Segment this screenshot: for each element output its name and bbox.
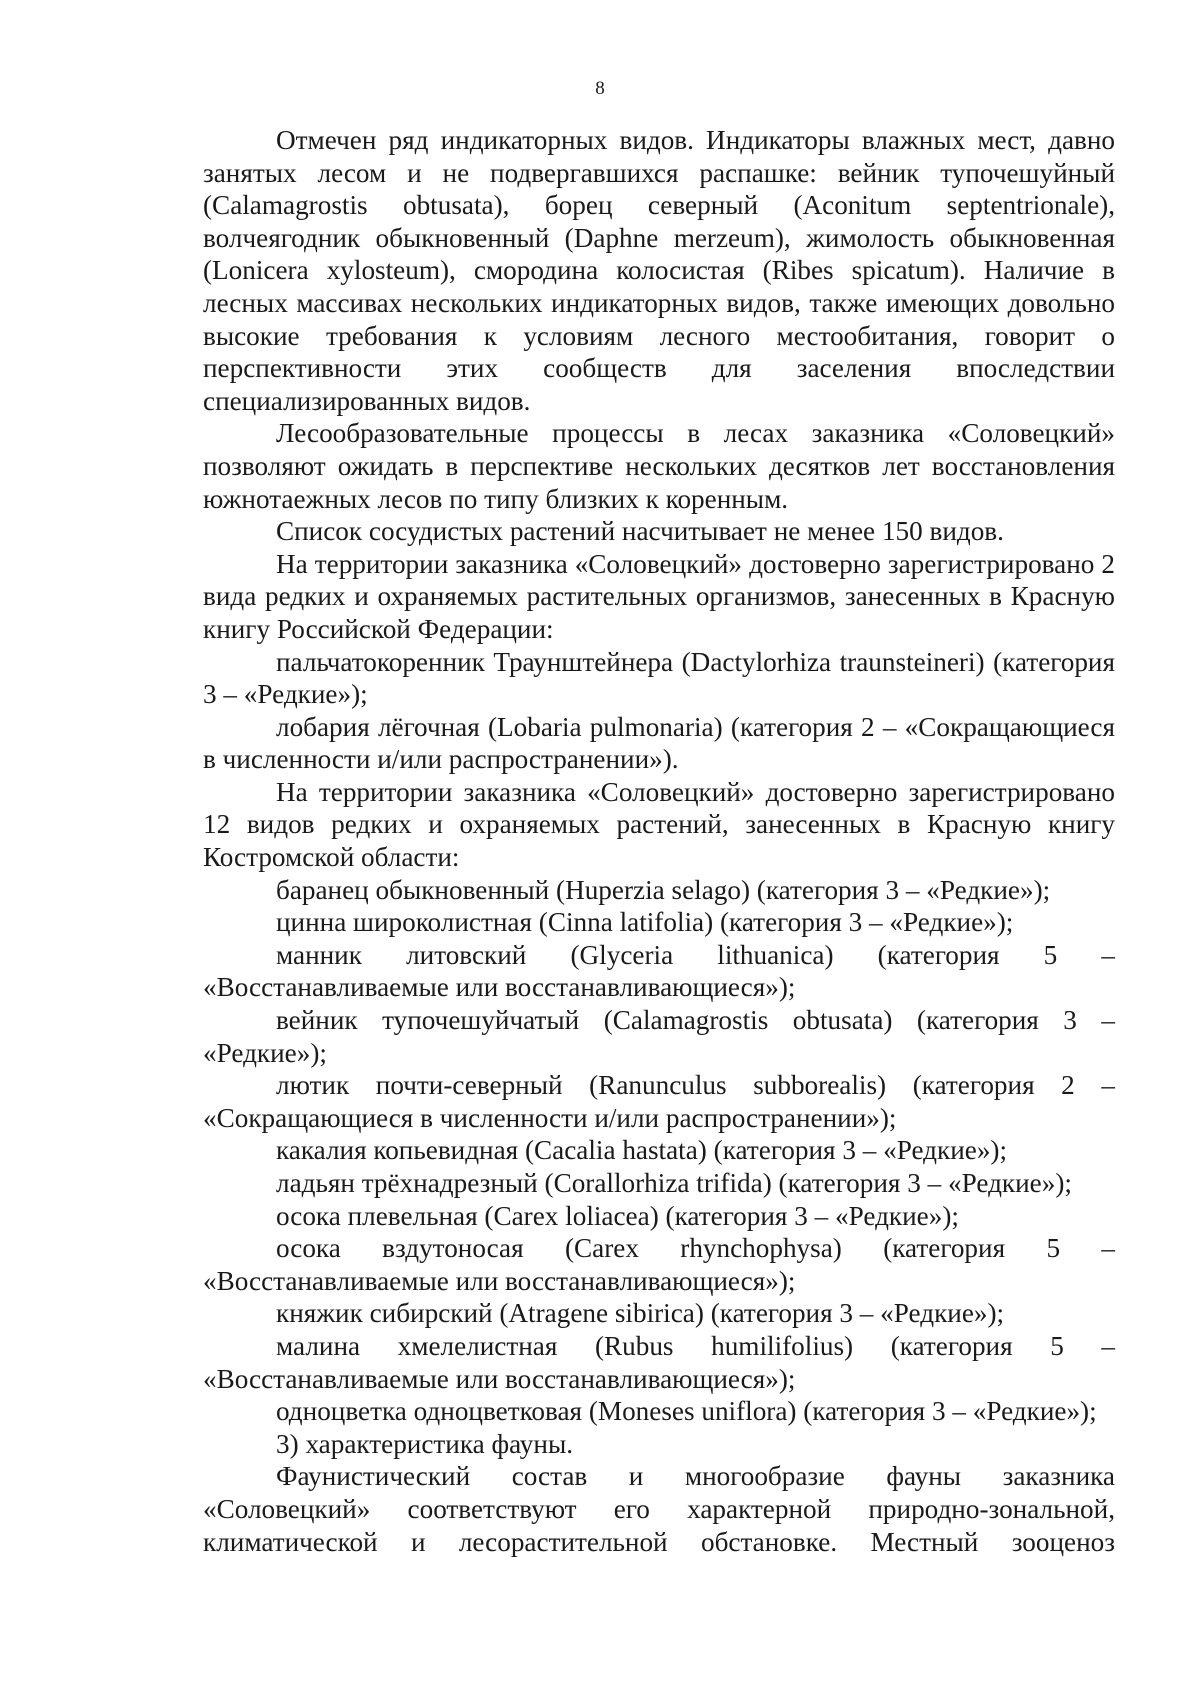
paragraph-rf-red-book-intro: На территории заказника «Соловецкий» достоверно зарегистрировано 2 вида редких и охраняемых растительных организмов, занесенных в Красную книгу Российской Федерации: <box>203 548 1115 644</box>
paragraph-vascular-plants-count: Список сосудистых растений насчитывает не менее 150 видов. <box>276 516 1004 547</box>
paragraph-regional-red-book-intro: На территории заказника «Соловецкий» достоверно зарегистрировано 12 видов редких и охраняемых растений, занесенных в Красную книгу Костромской области: <box>203 776 1115 873</box>
list-item-corallorhiza: ладьян трёхнадрезный (Corallorhiza trifida) (категория 3 – «Редкие»); <box>276 1168 1072 1198</box>
list-item-cinna: цинна широколистная (Cinna latifolia) (категория 3 – «Редкие»); <box>276 907 1014 938</box>
list-item-carex-rhynchophysa: осока вздутоносая (Carex rhynchophysa) (категория 5 – «Восстанавливаемые или восстанавливающиеся»); <box>203 1233 1115 1296</box>
list-item-calamagrostis: вейник тупочешуйчатый (Calamagrostis obtusata) (категория 3 – «Редкие»); <box>203 1005 1115 1068</box>
list-item-rubus: малина хмелелистная (Rubus humilifolius) (категория 5 – «Восстанавливаемые или восстанавливающиеся»); <box>203 1330 1115 1394</box>
list-item-moneses: одноцветка одноцветковая (Moneses uniflora) (категория 3 – «Редкие»); <box>276 1396 1097 1427</box>
page-body <box>203 124 1115 1558</box>
list-item-huperzia: баранец обыкновенный (Huperzia selago) (категория 3 – «Редкие»); <box>276 874 1051 905</box>
list-item-carex-loliacea: осока плевельная (Carex loliacea) (категория 3 – «Редкие»); <box>276 1200 959 1231</box>
list-item-ranunculus: лютик почти-северный (Ranunculus subborealis) (категория 2 – «Сокращающиеся в численности и/или распространении»); <box>203 1070 1115 1133</box>
page-number: 8 <box>595 78 605 99</box>
list-item-dactylorhiza: пальчатокоренник Траунштейнера (Dactylorhiza traunsteineri) (категория 3 – «Редкие»); <box>203 646 1115 710</box>
list-item-glyceria: манник литовский (Glyceria lithuanica) (категория 5 – «Восстанавливаемые или восстанавливающиеся»); <box>203 939 1115 1003</box>
list-item-cacalia: какалия копьевидная (Cacalia hastata) (категория 3 – «Редкие»); <box>276 1135 1008 1166</box>
section-heading-fauna: 3) характеристика фауны. <box>276 1428 574 1459</box>
list-item-atragene: княжик сибирский (Atragene sibirica) (категория 3 – «Редкие»); <box>276 1298 1005 1329</box>
list-item-lobaria: лобария лёгочная (Lobaria pulmonaria) (категория 2 – «Сокращающиеся в численности и/или распространении»). <box>203 711 1115 775</box>
paragraph-forest-processes: Лесообразовательные процессы в лесах заказника «Соловецкий» позволяют ожидать в перспективе нескольких десятков лет восстановления южнотаежных лесов по типу близких к коренным. <box>203 418 1115 514</box>
paragraph-indicator-species: Отмечен ряд индикаторных видов. Индикаторы влажных мест, давно занятых лесом и не подвергавшихся распашке: вейник тупочешуйный (Calamagrostis obtusata), борец северный (Aconitum septentrionale), волчеягодник обыкновенный (Daphne merzeum), жимолость обыкновенная (Lonicera xylosteum), смородина колосистая (Ribes spicatum). Наличие в лесных массивах нескольких индикаторных видов, также имеющих довольно высокие требования к условиям лесного местообитания, говорит о перспективности этих сообществ для заселения впоследствии специализированных видов. <box>203 125 1115 416</box>
paragraph-fauna-description: Фаунистический состав и многообразие фауны заказника «Соловецкий» соответствуют его характерной природно-зональной, климатической и лесорастительной обстановке. Местный зооценоз <box>203 1461 1115 1557</box>
